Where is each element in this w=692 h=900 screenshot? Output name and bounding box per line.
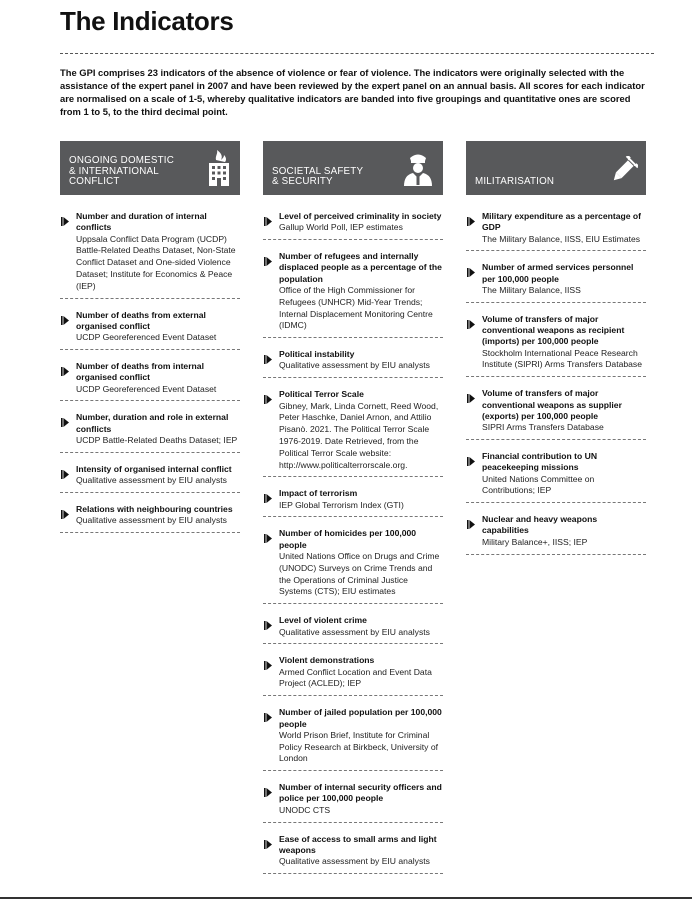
indicator-item	[466, 388, 646, 440]
indicator-item	[60, 464, 240, 493]
indicator-source: Gallup World Poll, IEP estimates	[279, 222, 403, 233]
indicator-source: The Military Balance, IISS	[482, 284, 581, 295]
intro-paragraph: The GPI comprises 23 indicators of the absence of violence or fear of violence. The indicators were originally selected with the assistance of the expert panel in 2007 and have been reviewed by the expert panel on an annual basis. All scores for each indicator are normalised on a scale of 1-5, whereby qualitative indicators are banded into five groupings and quantitative ones are scored from 1 to 5, to the third decimal point.	[60, 67, 645, 118]
indicator-name: Impact of terrorism	[279, 488, 358, 499]
indicator-item	[60, 504, 240, 533]
indicator-name: Volume of transfers of major conventional weapons as supplier (exports) per 100,000 people	[482, 388, 622, 421]
indicator-item	[263, 834, 443, 874]
indicator-source: Uppsala Conflict Data Program (UCDP) Battle-Related Deaths Dataset, Non-State Conflict Dataset and One-sided Violence Dataset; Institute for Economics & Peace (IEP)	[76, 233, 236, 291]
indicator-name: Number of internal security officers and police per 100,000 people	[279, 782, 442, 804]
indicator-name: Number of homicides per 100,000 people	[279, 528, 417, 550]
indicator-item	[263, 488, 443, 517]
bullet-arrow-icon	[264, 657, 272, 675]
indicator-name: Financial contribution to UN peacekeeping missions	[482, 450, 598, 473]
category-header	[60, 141, 240, 195]
bullet-arrow-icon	[264, 391, 272, 409]
indicator-name: Volume of transfers of major conventional weapons as recipient (imports) per 100,000 people	[482, 313, 625, 347]
indicator-item	[466, 262, 646, 302]
indicator-name: Political instability	[279, 349, 355, 360]
police-officer-icon	[401, 150, 435, 191]
indicator-item	[466, 314, 646, 377]
indicator-source: Qualitative assessment by EIU analysts	[279, 360, 430, 371]
bullet-arrow-icon	[264, 253, 272, 271]
bullet-arrow-icon	[467, 264, 475, 282]
indicator-name: Number of deaths from external organised conflict	[76, 309, 206, 331]
bullet-arrow-icon	[61, 466, 69, 484]
indicator-source: Qualitative assessment by EIU analysts	[76, 515, 227, 526]
indicator-source: The Military Balance, IISS, EIU Estimates	[482, 233, 641, 244]
indicator-source: Armed Conflict Location and Event Data Project (ACLED); IEP	[279, 666, 432, 689]
indicator-item	[60, 310, 240, 350]
category-title: SOCIETAL SAFETY & SECURITY	[272, 165, 364, 188]
indicator-source: United Nations Office on Drugs and Crime (UNODC) Surveys on Crime Trends and the Operations of Criminal Justice Systems (CTS); EIU estimates	[279, 551, 440, 597]
category-column-societal-safety	[263, 141, 443, 885]
indicator-source: World Prison Brief, Institute for Criminal Policy Research at Birkbeck, University of London	[279, 729, 439, 764]
indicator-source: United Nations Committee on Contributions; IEP	[482, 473, 595, 496]
indicator-item	[60, 211, 240, 299]
category-header	[263, 141, 443, 195]
indicator-item	[263, 251, 443, 338]
indicator-source: IEP Global Terrorism Index (GTI)	[279, 499, 404, 510]
indicator-name: Political Terror Scale	[279, 389, 364, 400]
bullet-arrow-icon	[467, 316, 475, 334]
indicator-source: Stockholm International Peace Research Institute (SIPRI) Arms Transfers Database	[482, 347, 642, 370]
bullet-arrow-icon	[264, 490, 272, 508]
indicator-item	[263, 349, 443, 378]
bullet-arrow-icon	[264, 784, 272, 802]
bullet-arrow-icon	[467, 390, 475, 408]
missile-icon	[608, 156, 638, 191]
title-divider	[60, 53, 654, 54]
indicator-item	[263, 211, 443, 240]
indicator-item	[263, 707, 443, 771]
category-title: ONGOING DOMESTIC & INTERNATIONAL CONFLICT	[69, 155, 174, 188]
indicator-item	[466, 451, 646, 503]
indicator-list	[60, 211, 240, 533]
burning-building-icon	[206, 150, 232, 191]
indicator-item	[263, 528, 443, 604]
category-header	[466, 141, 646, 195]
indicator-item	[466, 211, 646, 251]
bullet-arrow-icon	[264, 530, 272, 548]
page-title: The Indicators	[60, 6, 234, 36]
indicator-source: Qualitative assessment by EIU analysts	[279, 856, 430, 867]
indicator-source: Office of the High Commissioner for Refugees (UNHCR) Mid-Year Trends; Internal Displacement Monitoring Centre (IDMC)	[279, 284, 433, 331]
indicator-item	[60, 361, 240, 401]
indicator-name: Number of jailed population per 100,000 people	[279, 707, 442, 729]
indicator-list	[263, 211, 443, 874]
bullet-arrow-icon	[467, 213, 475, 231]
bullet-arrow-icon	[264, 617, 272, 635]
indicator-item	[60, 412, 240, 452]
indicator-source: Gibney, Mark, Linda Cornett, Reed Wood, Peter Haschke, Daniel Arnon, and Attilio Pisanò. 2021. The Political Terror Scale 1976-2019. Date Retrieved, from the Political Terror Scale website: http://www.politicalterrorscale.org.	[279, 400, 439, 470]
indicator-name: Number, duration and role in external conflicts	[76, 412, 229, 434]
indicator-name: Intensity of organised internal conflict	[76, 463, 232, 474]
indicator-name: Ease of access to small arms and light weapons	[279, 833, 437, 855]
indicator-name: Number of deaths from internal organised conflict	[76, 360, 204, 383]
indicator-source: Military Balance+, IISS; IEP	[482, 536, 588, 547]
indicator-name: Violent demonstrations	[279, 655, 375, 666]
bullet-arrow-icon	[467, 516, 475, 534]
bullet-arrow-icon	[61, 312, 69, 330]
indicator-item	[263, 389, 443, 477]
indicator-source: SIPRI Arms Transfers Database	[482, 422, 604, 433]
bullet-arrow-icon	[61, 414, 69, 432]
indicator-source: UCDP Battle-Related Deaths Dataset; IEP	[76, 434, 238, 445]
bullet-arrow-icon	[61, 506, 69, 524]
indicator-name: Military expenditure as a percentage of GDP	[482, 211, 642, 233]
indicator-name: Relations with neighbouring countries	[76, 503, 233, 514]
bullet-arrow-icon	[264, 351, 272, 369]
indicator-item	[263, 655, 443, 696]
indicator-source: UCDP Georeferenced Event Dataset	[76, 332, 217, 343]
indicator-item	[466, 514, 646, 554]
bullet-arrow-icon	[61, 213, 69, 231]
indicator-item	[263, 782, 443, 822]
bullet-arrow-icon	[264, 213, 272, 231]
indicator-list	[466, 211, 646, 555]
category-column-conflict	[60, 141, 240, 544]
category-column-militarisation	[466, 141, 646, 566]
indicator-name: Level of perceived criminality in society	[279, 211, 442, 221]
indicator-item	[263, 615, 443, 644]
bullet-arrow-icon	[61, 363, 69, 381]
indicator-source: Qualitative assessment by EIU analysts	[76, 475, 227, 486]
indicator-source: UCDP Georeferenced Event Dataset	[76, 383, 217, 394]
indicator-source: Qualitative assessment by EIU analysts	[279, 626, 430, 637]
page-bottom-rule	[0, 897, 692, 899]
indicator-source: UNODC CTS	[279, 804, 331, 815]
indicator-name: Number of refugees and internally displaced people as a percentage of the population	[279, 251, 442, 284]
indicator-name: Number and duration of internal conflicts	[76, 211, 207, 233]
indicator-name: Number of armed services personnel per 100,000 people	[482, 262, 634, 284]
bullet-arrow-icon	[264, 836, 272, 854]
category-title: MILITARISATION	[475, 176, 555, 188]
indicator-name: Nuclear and heavy weapons capabilities	[482, 514, 598, 536]
indicator-name: Level of violent crime	[279, 615, 367, 626]
bullet-arrow-icon	[264, 709, 272, 727]
bullet-arrow-icon	[467, 453, 475, 471]
